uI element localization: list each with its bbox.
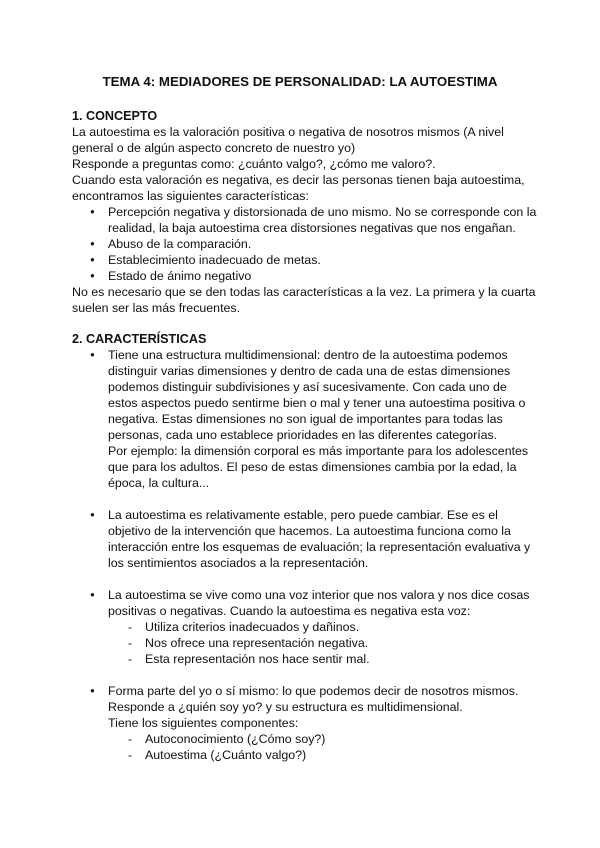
paragraph-line: No es necesario que se den todas las características a la vez. La primera y la cuarta <box>72 285 536 299</box>
list-item-text: realidad, la baja autoestima crea distorsiones negativas que nos engañan. <box>108 221 516 235</box>
list-item <box>72 587 542 667</box>
list-item-text: distinguir varias dimensiones y dentro de cada una de estas dimensiones <box>108 364 511 378</box>
list-item <box>72 204 542 236</box>
sub-list-item <box>72 635 542 651</box>
bullet-icon: ● <box>90 271 95 280</box>
sub-list-item <box>72 619 542 635</box>
sub-list-item-text: Nos ofrece una representación negativa. <box>145 636 369 650</box>
list-item <box>72 507 542 571</box>
paragraph-line: suelen ser las más frecuentes. <box>72 301 241 315</box>
list-item-text: que para los adultos. El peso de estas dimensiones cambia por la edad, la <box>108 460 517 474</box>
section-heading-caracteristicas: 2. CARACTERÍSTICAS <box>72 332 207 346</box>
bullet-icon: ● <box>90 350 95 359</box>
list-item-text: interacción entre los esquemas de evaluación; la representación evaluativa y <box>108 540 531 554</box>
list-item-text: los sentimientos asociados a la representación. <box>108 556 369 570</box>
document-body <box>72 108 542 763</box>
list-item <box>72 252 542 268</box>
paragraph-line: Responde a preguntas como: ¿cuánto valgo?, ¿cómo me valoro?. <box>72 157 436 171</box>
list-item-text: época, la cultura... <box>108 476 210 490</box>
list-item-text: Por ejemplo: la dimensión corporal es más importante para los adolescentes <box>108 444 529 458</box>
bullet-icon: ● <box>90 207 95 216</box>
paragraph-line: La autoestima es la valoración positiva o negativa de nosotros mismos (A nivel <box>72 125 504 139</box>
list-item-text: podemos distinguir subdivisiones y así sucesivamente. Con cada uno de <box>108 380 507 394</box>
paragraph-line: encontramos las siguientes características: <box>72 189 309 203</box>
dash-icon: - <box>128 732 133 746</box>
sub-list-item <box>72 651 542 667</box>
list-item <box>72 268 542 284</box>
sub-list-item <box>72 731 542 747</box>
bullet-icon: ● <box>90 590 95 599</box>
list-item-text: Forma parte del yo o sí mismo: lo que podemos decir de nosotros mismos. <box>108 684 519 698</box>
list-item <box>72 236 542 252</box>
list-item <box>72 683 542 763</box>
list-item-text: estos aspectos puedo sentirme bien o mal y tener una autoestima positiva o <box>108 396 526 410</box>
sub-list-item-text: Esta representación nos hace sentir mal. <box>145 652 370 666</box>
bullet-icon: ● <box>90 239 95 248</box>
bullet-icon: ● <box>90 686 95 695</box>
dash-icon: - <box>128 620 133 634</box>
dash-icon: - <box>128 652 133 666</box>
list-item-text: negativa. Estas dimensiones no son igual de importantes para todas las <box>108 412 503 426</box>
list-item-text: La autoestima es relativamente estable, pero puede cambiar. Ese es el <box>108 508 498 522</box>
section-heading-concepto: 1. CONCEPTO <box>72 109 158 123</box>
list-item-text: Abuso de la comparación. <box>108 237 252 251</box>
dash-icon: - <box>128 748 133 762</box>
list-item-text: Tiene una estructura multidimensional: dentro de la autoestima podemos <box>108 348 508 362</box>
list-item-text: Tiene los siguientes componentes: <box>108 716 299 730</box>
sub-list-item-text: Utiliza criterios inadecuados y dañinos. <box>145 620 360 634</box>
page-title: TEMA 4: MEDIADORES DE PERSONALIDAD: LA AUTOESTIMA <box>102 74 498 89</box>
paragraph-line: Cuando esta valoración es negativa, es decir las personas tienen baja autoestima, <box>72 173 525 187</box>
sub-list-item-text: Autoconocimiento (¿Cómo soy?) <box>145 732 326 746</box>
list-item-text: Establecimiento inadecuado de metas. <box>108 253 321 267</box>
list-item <box>72 347 542 491</box>
list-item-text: Estado de ánimo negativo <box>108 269 252 283</box>
paragraph-line: general o de algún aspecto concreto de nuestro yo) <box>72 141 356 155</box>
list-item-text: objetivo de la intervención que hacemos. La autoestima funciona como la <box>108 524 511 538</box>
list-item-text: Responde a ¿quién soy yo? y su estructura es multidimensional. <box>108 700 463 714</box>
list-item-text: La autoestima se vive como una voz interior que nos valora y nos dice cosas <box>108 588 530 602</box>
bullet-icon: ● <box>90 255 95 264</box>
dash-icon: - <box>128 636 133 650</box>
list-item-text: positivas o negativas. Cuando la autoestima es negativa esta voz: <box>108 604 471 618</box>
list-item-text: personas, cada uno establece prioridades en las diferentes categorías. <box>108 428 498 442</box>
sub-list-item <box>72 747 542 763</box>
sub-list-item-text: Autoestima (¿Cuánto valgo?) <box>145 748 307 762</box>
list-item-text: Percepción negativa y distorsionada de uno mismo. No se corresponde con la <box>108 205 537 219</box>
bullet-icon: ● <box>90 510 95 519</box>
